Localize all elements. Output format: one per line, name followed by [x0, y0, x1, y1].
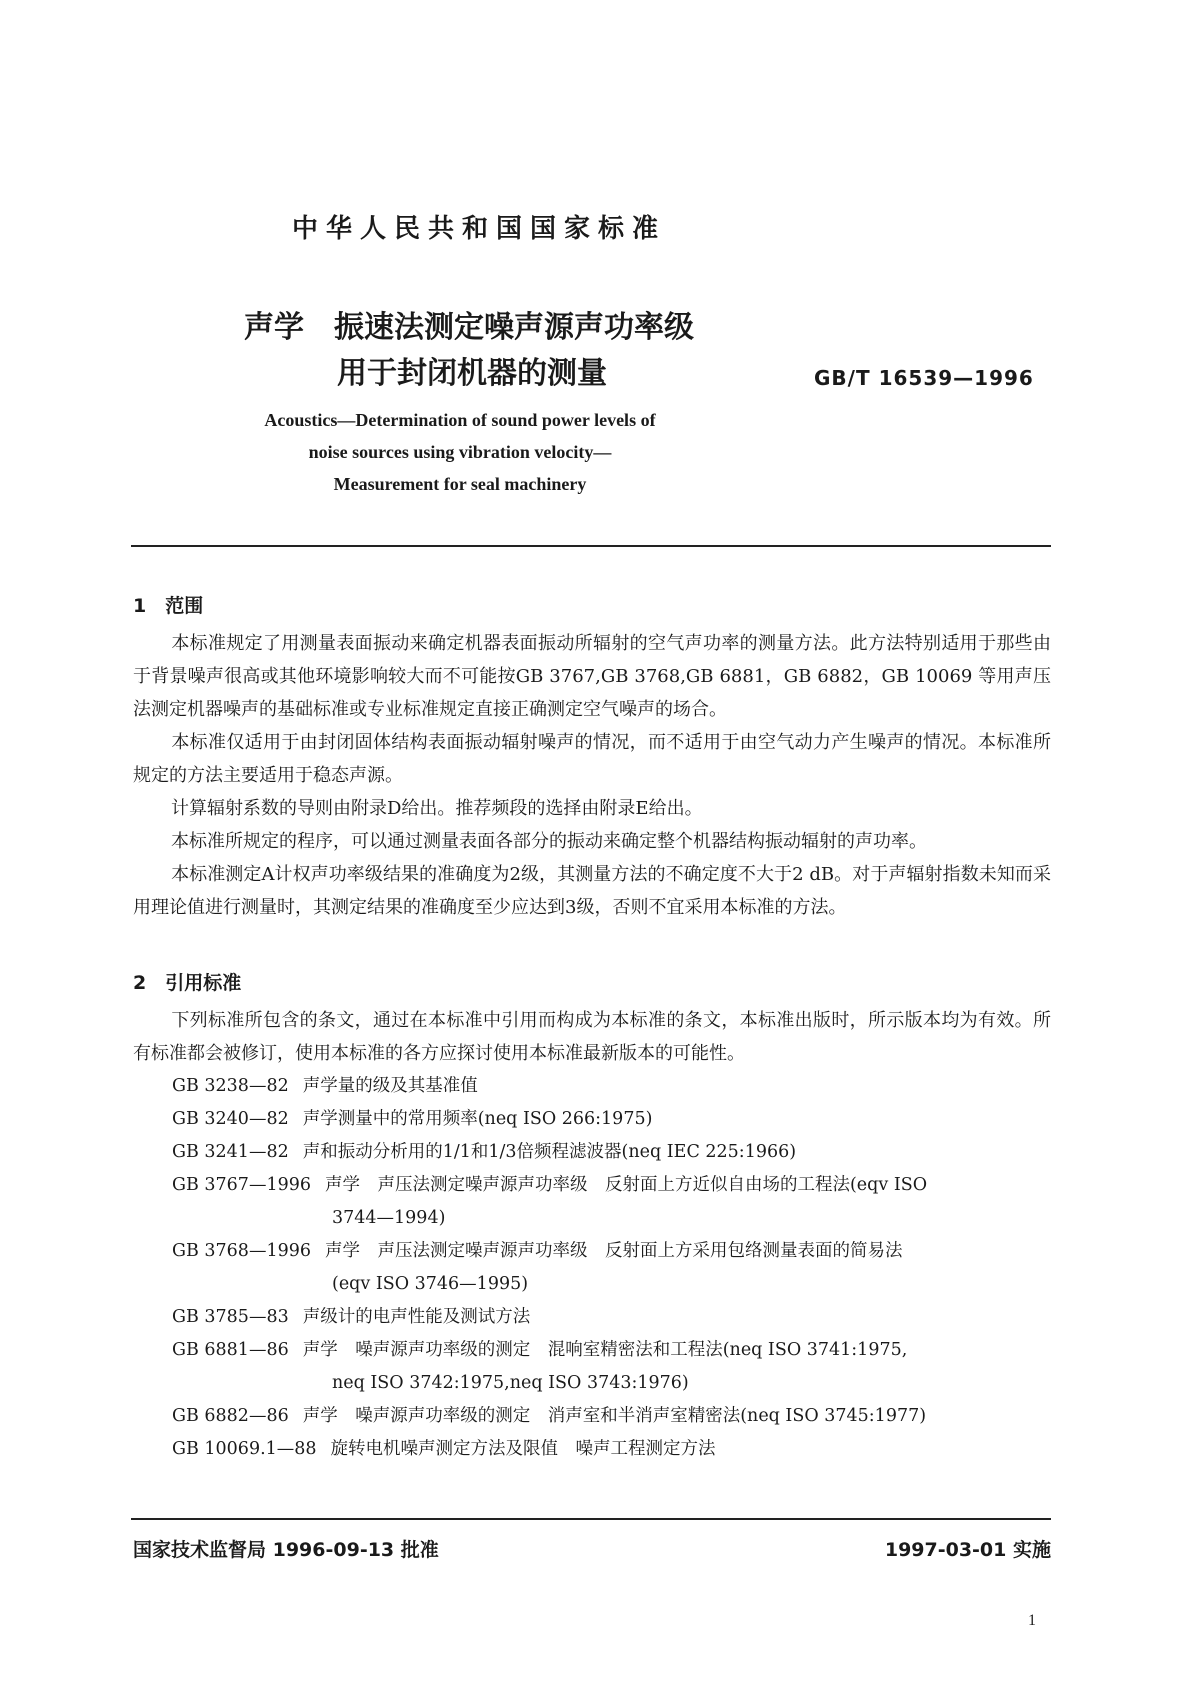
title-english-line2: noise sources using vibration velocity—: [308, 442, 612, 462]
effective-date: 1997-03-01 实施: [884, 1539, 1051, 1561]
title-chinese-line1: 声学 振速法测定噪声源声功率级: [244, 310, 694, 345]
reference-text: 声学 噪声源声功率级的测定 混响室精密法和工程法(neq ISO 3741:1975,: [302, 1340, 908, 1360]
section-2-heading: 2 引用标准: [133, 972, 242, 994]
section-2-intro: 下列标准所包含的条文，通过在本标准中引用而构成为本标准的条文，本标准出版时，所示版本均为有效。所有标准都会被修订，使用本标准的各方应探讨使用本标准最新版本的可能性。: [133, 1010, 1051, 1064]
reference-code: GB 3240—82: [172, 1109, 289, 1129]
reference-item: [172, 1169, 927, 1235]
footer-divider: [131, 1518, 1051, 1520]
reference-text: 声学量的级及其基准值: [302, 1076, 478, 1096]
reference-text: 声学 声压法测定噪声源声功率级 反射面上方近似自由场的工程法(eqv ISO: [324, 1175, 928, 1195]
reference-item: [172, 1235, 902, 1301]
reference-code: GB 3241—82: [172, 1142, 289, 1162]
reference-text: 声级计的电声性能及测试方法: [302, 1307, 531, 1327]
title-chinese-line2: 用于封闭机器的测量: [337, 356, 607, 391]
reference-code: GB 3238—82: [172, 1076, 289, 1096]
title-english-line1: Acoustics—Determination of sound power levels of: [264, 410, 656, 430]
section-1-paragraph-3: 计算辐射系数的导则由附录D给出。推荐频段的选择由附录E给出。: [171, 798, 703, 819]
approval-date: 国家技术监督局 1996-09-13 批准: [133, 1539, 439, 1561]
section-1-heading: 1 范围: [133, 595, 204, 617]
reference-item: [172, 1433, 716, 1466]
page-number: 1: [1028, 1612, 1036, 1629]
reference-text: 声学 声压法测定噪声源声功率级 反射面上方采用包络测量表面的简易法: [324, 1241, 903, 1261]
section-1-paragraph-2: 本标准仅适用于由封闭固体结构表面振动辐射噪声的情况，而不适用于由空气动力产生噪声的情况。本标准所规定的方法主要适用于稳态声源。: [133, 732, 1051, 786]
reference-item: [172, 1301, 530, 1334]
section-1-paragraph-1: 本标准规定了用测量表面振动来确定机器表面振动所辐射的空气声功率的测量方法。此方法特别适用于那些由于背景噪声很高或其他环境影响较大而不可能按GB 3767,GB 3768,GB 6881，GB 6882，GB 10069 等用声压法测定机器噪声的基础标准或专业标准规定直接正确测定空气噪声的场合。: [133, 633, 1051, 720]
section-1-paragraph-5: 本标准测定A计权声功率级结果的准确度为2级，其测量方法的不确定度不大于2 dB。对于声辐射指数未知而采用理论值进行测量时，其测定结果的准确度至少应达到3级，否则不宜采用本标准的方法。: [133, 864, 1051, 918]
reference-code: GB 3768—1996: [172, 1241, 311, 1261]
reference-continuation: (eqv ISO 3746—1995): [332, 1274, 529, 1294]
header-divider: [131, 545, 1051, 547]
national-standard-header: 中华人民共和国国家标准: [292, 214, 667, 244]
reference-code: GB 6882—86: [172, 1406, 289, 1426]
reference-item: [172, 1136, 796, 1169]
reference-text: 旋转电机噪声测定方法及限值 噪声工程测定方法: [330, 1439, 716, 1459]
reference-item: [172, 1400, 926, 1433]
reference-text: 声学 噪声源声功率级的测定 消声室和半消声室精密法(neq ISO 3745:1977): [302, 1406, 927, 1426]
reference-continuation: 3744—1994): [332, 1208, 446, 1228]
standard-code: GB/T 16539—1996: [814, 366, 1034, 390]
reference-item: [172, 1334, 907, 1400]
reference-code: GB 10069.1—88: [172, 1439, 317, 1459]
reference-item: [172, 1103, 652, 1136]
section-1-paragraph-4: 本标准所规定的程序，可以通过测量表面各部分的振动来确定整个机器结构振动辐射的声功率。: [171, 831, 927, 852]
title-english: [180, 404, 740, 500]
reference-text: 声和振动分析用的1/1和1/3倍频程滤波器(neq IEC 225:1966): [302, 1142, 797, 1162]
reference-text: 声学测量中的常用频率(neq ISO 266:1975): [302, 1109, 653, 1129]
title-english-line3: Measurement for seal machinery: [333, 474, 587, 494]
reference-code: GB 3767—1996: [172, 1175, 311, 1195]
reference-code: GB 6881—86: [172, 1340, 289, 1360]
reference-item: [172, 1070, 478, 1103]
reference-code: GB 3785—83: [172, 1307, 289, 1327]
reference-continuation: neq ISO 3742:1975,neq ISO 3743:1976): [332, 1373, 689, 1393]
